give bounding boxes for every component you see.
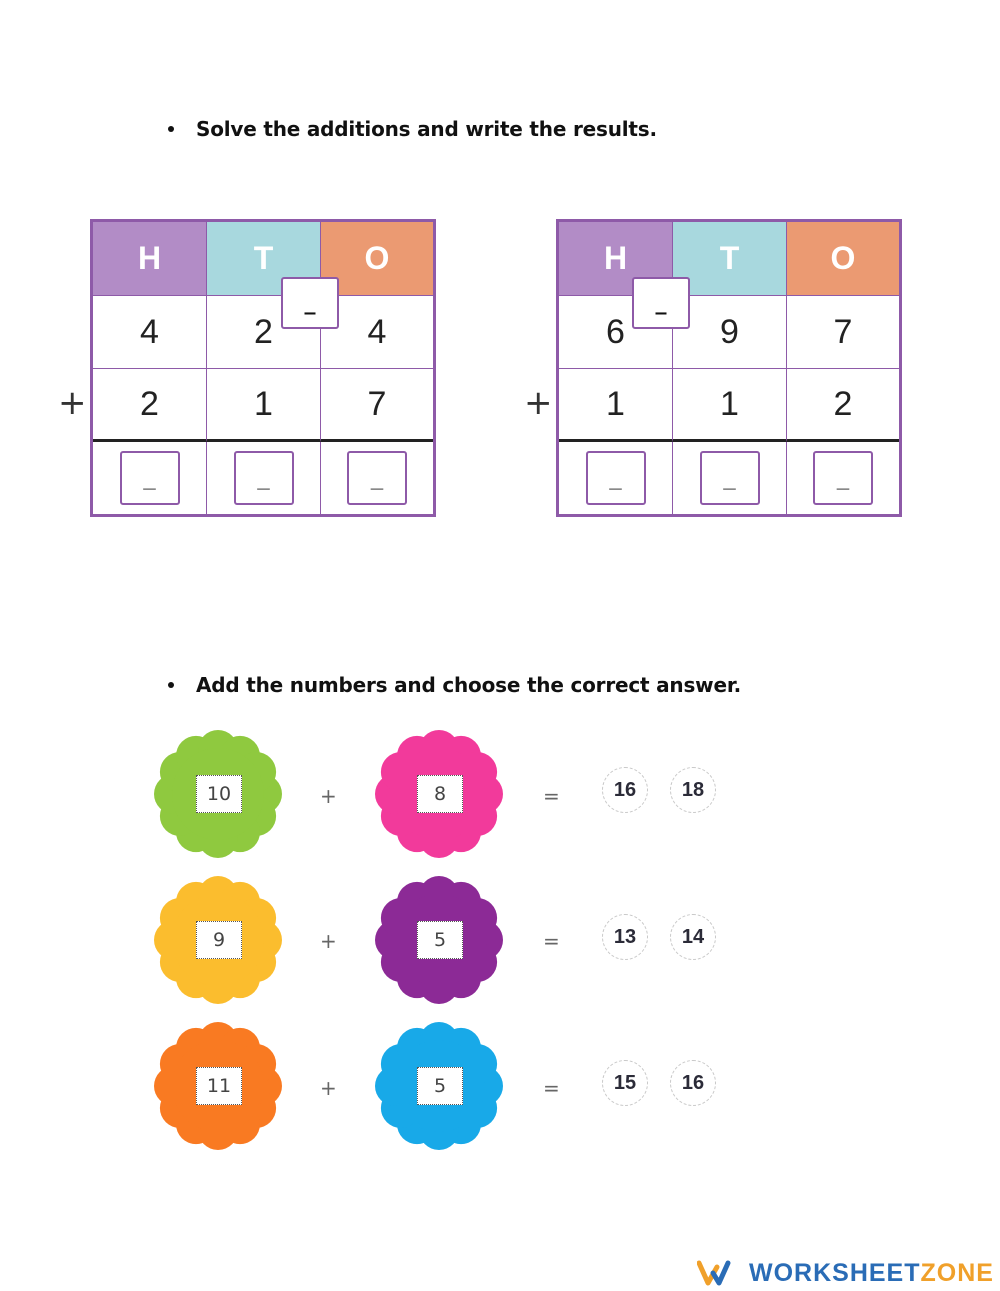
instruction-add-numbers <box>168 673 741 697</box>
header-hundreds: H <box>93 222 207 296</box>
bottom-digit-hundreds: 2 <box>93 369 207 442</box>
worksheetzone-w-logo-icon <box>697 1259 737 1287</box>
bottom-digit-tens: 1 <box>207 369 321 442</box>
flower-addend-a <box>153 875 283 1005</box>
answer-input-ones[interactable]: _ <box>347 451 407 505</box>
worksheetzone-brand[interactable] <box>697 1258 994 1288</box>
flower-number: 8 <box>417 775 463 813</box>
flower-addend-a <box>153 729 283 859</box>
top-digit-hundreds: 6 <box>559 296 673 369</box>
plus-sign: + <box>320 784 337 808</box>
top-digit-ones: 7 <box>787 296 899 369</box>
answer-choice[interactable]: 14 <box>670 914 716 960</box>
answer-input-ones[interactable]: _ <box>813 451 873 505</box>
brand-name <box>749 1259 994 1288</box>
answer-cell-ones <box>787 442 899 514</box>
header-ones: O <box>321 222 433 296</box>
answer-input-hundreds[interactable]: _ <box>120 451 180 505</box>
plus-sign: + <box>58 383 87 423</box>
answer-choice[interactable]: 16 <box>670 1060 716 1106</box>
flower-addend-b <box>374 1021 504 1151</box>
instruction-solve-additions <box>168 117 657 141</box>
equals-sign: = <box>543 784 560 808</box>
answer-choice[interactable]: 15 <box>602 1060 648 1106</box>
header-tens: T <box>207 222 321 296</box>
header-ones: O <box>787 222 899 296</box>
equals-sign: = <box>543 1076 560 1100</box>
bullet-dot-icon <box>168 126 174 132</box>
flower-addend-b <box>374 729 504 859</box>
brand-name-part1: WORKSHEET <box>749 1258 921 1287</box>
brand-name-part2: ZONE <box>920 1258 994 1287</box>
answer-input-tens[interactable]: _ <box>700 451 760 505</box>
answer-choice[interactable]: 16 <box>602 767 648 813</box>
flower-number: 11 <box>196 1067 242 1105</box>
flower-addend-a <box>153 1021 283 1151</box>
plus-sign: + <box>320 1076 337 1100</box>
answer-cell-hundreds <box>93 442 207 514</box>
bottom-digit-ones: 7 <box>321 369 433 442</box>
carry-input[interactable]: _ <box>281 277 339 329</box>
answer-cell-ones <box>321 442 433 514</box>
bottom-digit-ones: 2 <box>787 369 899 442</box>
bottom-digit-tens: 1 <box>673 369 787 442</box>
carry-input[interactable]: _ <box>632 277 690 329</box>
flower-number: 5 <box>417 1067 463 1105</box>
hto-addition-table-1 <box>90 219 436 517</box>
flower-addend-b <box>374 875 504 1005</box>
answer-cell-tens <box>673 442 787 514</box>
hto-addition-table-2 <box>556 219 902 517</box>
answer-cell-tens <box>207 442 321 514</box>
top-digit-tens: 2 <box>207 296 321 369</box>
flower-number: 10 <box>196 775 242 813</box>
answer-input-tens[interactable]: _ <box>234 451 294 505</box>
answer-choice[interactable]: 18 <box>670 767 716 813</box>
flower-number: 9 <box>196 921 242 959</box>
instruction-text: Add the numbers and choose the correct answer. <box>196 673 742 697</box>
top-digit-hundreds: 4 <box>93 296 207 369</box>
top-digit-tens: 9 <box>673 296 787 369</box>
plus-sign: + <box>320 929 337 953</box>
equals-sign: = <box>543 929 560 953</box>
bullet-dot-icon <box>168 682 174 688</box>
instruction-text: Solve the additions and write the results. <box>196 117 657 141</box>
header-tens: T <box>673 222 787 296</box>
bottom-digit-hundreds: 1 <box>559 369 673 442</box>
answer-cell-hundreds <box>559 442 673 514</box>
plus-sign: + <box>524 383 553 423</box>
top-digit-ones: 4 <box>321 296 433 369</box>
flower-number: 5 <box>417 921 463 959</box>
answer-input-hundreds[interactable]: _ <box>586 451 646 505</box>
answer-choice[interactable]: 13 <box>602 914 648 960</box>
header-hundreds: H <box>559 222 673 296</box>
